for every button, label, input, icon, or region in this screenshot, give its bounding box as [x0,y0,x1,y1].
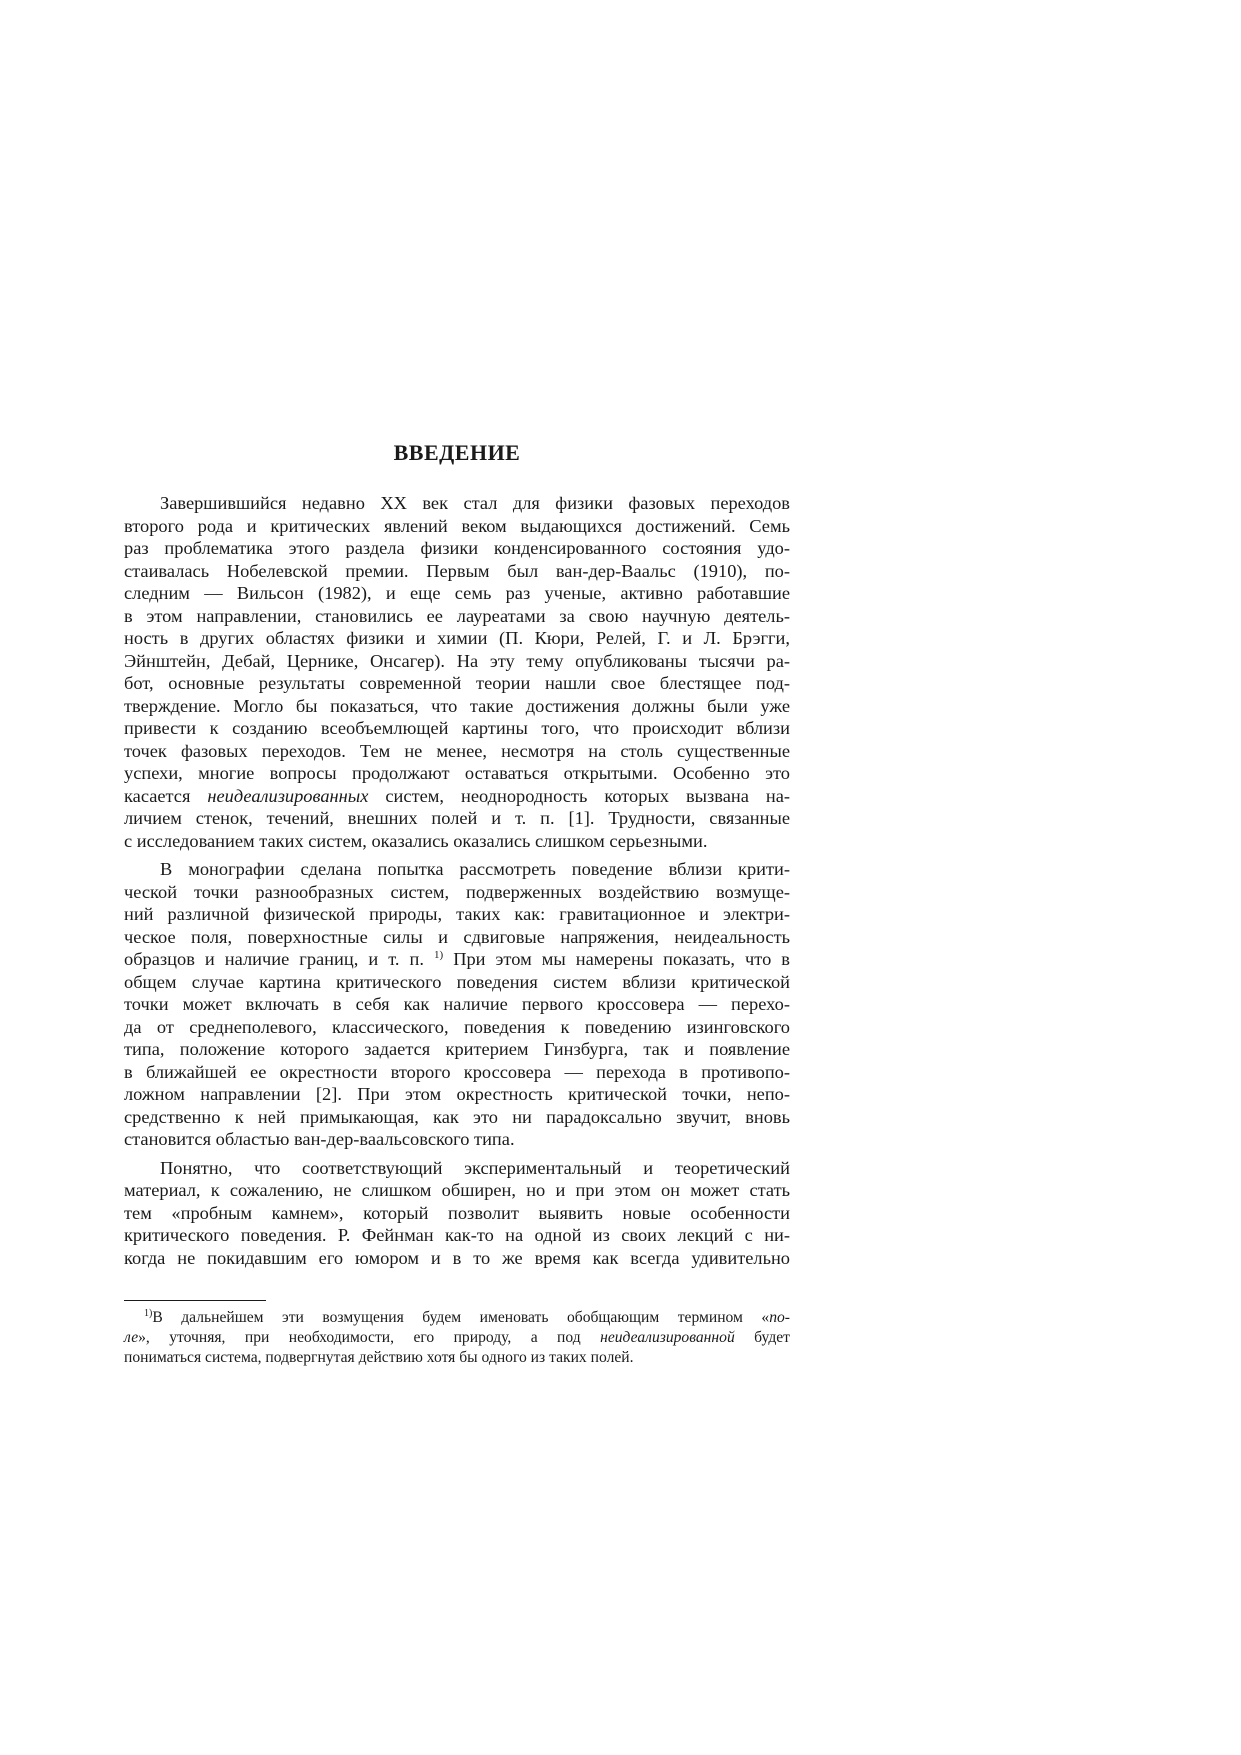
text-line: Эйнштейн, Дебай, Цернике, Онсагер). На эту тему опубликованы тысячи ра- [124,650,790,671]
chapter-title: ВВЕДЕНИЕ [393,440,521,465]
text-line: критического поведения. Р. Фейнман как-то на одной из своих лекций с ни- [124,1225,790,1245]
text-line: второго рода и критических явлений веком выдающихся достижений. Семь [124,515,790,536]
text-run: образцов и наличие границ, и т. п. [124,949,424,969]
text-line: в ближайшей ее окрестности второго кроссовера — перехода в противопо- [124,1061,790,1082]
text-line: точки может включать в себя как наличие первого кроссовера — перехо- [124,994,790,1014]
text-line: становится областью ван-дер-ваальсовского типа. [124,1129,515,1149]
text-run: », уточняя, при необходимости, его природу, а под [138,1329,601,1346]
text-line: В монографии сделана попытка рассмотреть поведение вблизи крити- [160,859,790,879]
footnote-line: пониматься система, подвергнутая действию хотя бы одного из таких полей. [124,1349,634,1366]
body-text [124,492,790,1275]
text-line: стаивалась Нобелевской премии. Первым был ван-дер-Ваальс (1910), по- [124,560,790,581]
text-line: ность в других областях физики и химии (П. Кюри, Релей, Г. и Л. Брэгги, [124,628,790,648]
text-line: типа, положение которого задается критерием Гинзбурга, так и появление [124,1039,790,1059]
text-line: с исследованием таких систем, оказались оказались слишком серьезными. [124,830,708,851]
text-line: успехи, многие вопросы продолжают оставаться открытыми. Особенно это [124,763,790,783]
footnote-line [124,1308,790,1328]
footnote-mark: 1) [144,1308,153,1319]
text-line: общем случае картина критического поведения систем вблизи критической [124,971,790,992]
text-line: бот, основные результаты современной теории нашли свое блестящее под- [124,673,790,693]
text-line: следним — Вильсон (1982), и еще семь раз ученые, активно работавшие [124,583,790,603]
text-run: систем, неоднородность которых вызвана на- [368,785,790,806]
text-line: когда не покидавшим его юмором и в то же время как всегда удивительно [124,1247,790,1268]
text-line: в этом направлении, становились ее лауреатами за свою научную деятель- [124,605,790,626]
italic-term: неидеализированных [207,785,369,806]
text-line [124,785,790,808]
text-line: ческое поля, поверхностные силы и сдвиговые напряжения, неидеальность [124,926,790,947]
footnote-line [124,1328,790,1348]
text-line: да от среднеполевого, классического, поведения к поведению изинговского [124,1016,790,1037]
text-line: точек фазовых переходов. Тем не менее, несмотря на столь существенные [124,740,790,761]
paragraph-2 [124,858,790,1151]
text-run: В дальнейшем эти возмущения будем именовать обобщающим термином « [152,1309,770,1326]
paragraph-1 [124,492,790,852]
text-line: привести к созданию всеобъемлющей картины того, что происходит вблизи [124,718,790,738]
text-line: ложном направлении [2]. При этом окрестность критической точки, непо- [124,1084,790,1104]
italic-term: неидеализированной [600,1329,735,1346]
footnote [124,1308,790,1368]
text-run: касается [124,785,208,806]
text-run: будет [734,1329,790,1346]
text-line: ний различной физической природы, таких как: гравитационное и электри- [124,904,790,924]
text-line: тверждение. Могло бы показаться, что такие достижения должны были уже [124,695,790,716]
text-line: раз проблематика этого раздела физики конденсированного состояния удо- [124,538,790,558]
italic-term: по- [769,1309,790,1326]
text-line: ческой точки разнообразных систем, подверженных воздействию возмуще- [124,881,790,902]
text-line: Завершившийся недавно XX век стал для физики фазовых переходов [160,493,790,513]
text-line: личием стенок, течений, внешних полей и т. п. [1]. Трудности, связанные [124,808,790,828]
text-line [124,948,790,971]
text-line: средственно к ней примыкающая, как это ни парадоксально звучит, вновь [124,1106,790,1127]
text-line: Понятно, что соответствующий экспериментальный и теоретический [160,1157,790,1178]
text-run: При этом мы намерены показать, что в [443,949,790,969]
footnote-divider [124,1300,266,1301]
paragraph-3 [124,1157,790,1270]
italic-term: ле [124,1329,139,1346]
text-line: тем «пробным камнем», который позволит выявить новые особенности [124,1202,790,1223]
footnote-ref[interactable]: 1) [433,949,444,961]
text-line: материал, к сожалению, не слишком обширен, но и при этом он может стать [124,1180,790,1200]
